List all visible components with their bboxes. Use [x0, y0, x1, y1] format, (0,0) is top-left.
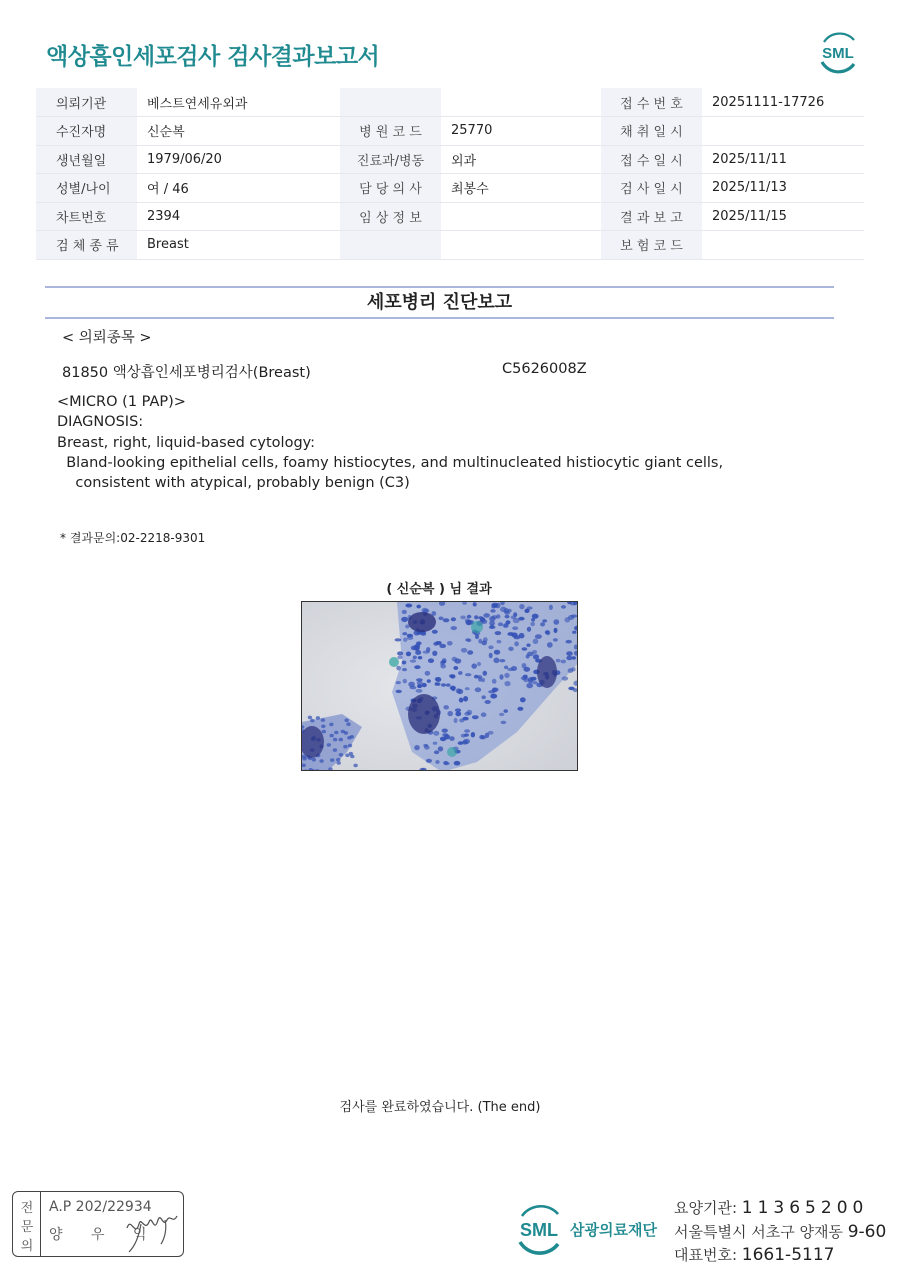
cell-nucleus	[449, 674, 455, 677]
cell-nucleus	[512, 626, 518, 630]
cell-nucleus	[565, 617, 571, 622]
cell-nucleus	[483, 613, 490, 618]
cell-nucleus	[451, 617, 456, 621]
cell-nucleus	[416, 678, 423, 681]
cell-nucleus	[571, 667, 576, 671]
cell-nucleus	[403, 679, 407, 684]
order-item: 81850 액상흡인세포병리검사(Breast)	[62, 365, 311, 381]
cell-nucleus	[477, 662, 481, 666]
cell-nucleus	[526, 644, 530, 647]
cell-nucleus	[482, 620, 487, 624]
cell-nucleus	[520, 697, 526, 702]
cell-nucleus	[330, 758, 334, 762]
cell-nucleus	[485, 700, 491, 704]
info-value: 2394	[137, 202, 340, 231]
cell-nucleus	[454, 718, 458, 723]
cell-nucleus	[464, 729, 470, 733]
cell-nucleus	[499, 713, 504, 716]
cell-nucleus	[519, 604, 524, 609]
cell-nucleus	[495, 603, 500, 609]
cell-nucleus	[489, 621, 495, 626]
cell-nucleus	[566, 651, 573, 656]
stamp-side-char: 의	[20, 1239, 34, 1254]
cell-nucleus	[321, 718, 325, 722]
info-value: 2025/11/13	[702, 174, 864, 203]
info-label: 접 수 일 시	[601, 145, 702, 174]
cell-nucleus	[523, 677, 529, 682]
cell-nucleus	[339, 738, 343, 742]
report-line-specimen: Breast, right, liquid-based cytology:	[57, 435, 316, 451]
cell-nucleus	[414, 665, 420, 669]
info-label: 생년월일	[36, 145, 137, 174]
cell-nucleus	[478, 639, 482, 644]
cell-nucleus	[459, 718, 464, 722]
report-line-micro: <MICRO (1 PAP)>	[57, 394, 186, 410]
stamp-side-char: 전	[20, 1201, 34, 1216]
info-value: 신순복	[137, 117, 340, 146]
cell-nucleus	[413, 656, 417, 660]
cell-nucleus	[441, 683, 446, 686]
cell-nucleus	[526, 654, 530, 658]
cell-nucleus	[443, 618, 450, 622]
image-caption: ( 신순복 ) 님 결과	[386, 582, 492, 597]
cell-nucleus	[402, 661, 407, 665]
cell-nucleus	[440, 664, 446, 669]
cell-nucleus	[435, 760, 439, 764]
info-value: 25770	[441, 117, 601, 146]
cell-nucleus	[508, 647, 513, 651]
ap-number: A.P 202/22934	[49, 1199, 152, 1215]
cell-nucleus	[526, 683, 533, 688]
specialist-stamp	[12, 1191, 184, 1257]
cell-nucleus	[465, 687, 470, 690]
cell-nucleus	[554, 628, 558, 633]
cell-nucleus	[426, 647, 430, 652]
address-label: 서울특별시 서초구 양재동	[674, 1223, 843, 1241]
order-code: C5626008Z	[502, 361, 587, 377]
cell-nucleus	[454, 658, 461, 663]
cell-nucleus	[321, 725, 325, 729]
cell-nucleus	[492, 688, 498, 693]
cell-nucleus	[451, 626, 457, 630]
sml-logo-text: SML	[822, 45, 854, 62]
cell-nucleus	[533, 654, 539, 659]
info-label: 담 당 의 사	[340, 174, 441, 203]
sml-footer-logo-text: SML	[520, 1220, 558, 1240]
section-bottom-rule	[45, 317, 834, 319]
cell-nucleus	[442, 729, 448, 733]
cell-nucleus	[344, 719, 348, 723]
cell-nucleus	[492, 615, 498, 619]
end-of-report: 검사를 완료하였습니다. (The end)	[339, 1100, 541, 1115]
cell-nucleus	[546, 630, 551, 635]
cell-nucleus	[406, 652, 411, 657]
cell-nucleus	[495, 631, 502, 635]
cell-nucleus	[348, 744, 352, 748]
cell-nucleus	[410, 659, 416, 662]
cell-nucleus	[415, 650, 421, 655]
cell-nucleus	[447, 711, 453, 716]
cell-nucleus	[542, 619, 547, 622]
cell-nucleus	[488, 645, 493, 649]
cell-nucleus	[460, 616, 466, 620]
cell-nucleus	[353, 764, 357, 768]
info-label: 병 원 코 드	[340, 117, 441, 146]
cell-nucleus	[458, 741, 464, 745]
info-label: 검 사 일 시	[601, 174, 702, 203]
cell-nucleus	[435, 677, 439, 681]
info-value	[702, 231, 864, 260]
cell-nucleus	[322, 730, 326, 734]
info-value: 최봉수	[441, 174, 601, 203]
cell-nucleus	[438, 617, 443, 621]
cell-nucleus	[504, 666, 508, 670]
cell-nucleus	[481, 712, 487, 717]
info-value: 여 / 46	[137, 174, 340, 203]
cell-nucleus	[517, 707, 523, 711]
info-label: 의뢰기관	[36, 88, 137, 117]
address-number: 9-60	[847, 1222, 887, 1242]
cell-nucleus	[302, 757, 306, 761]
cell-nucleus	[466, 620, 472, 625]
phone-number: 1661-5117	[741, 1245, 835, 1265]
cell-nucleus	[451, 687, 455, 692]
cell-nucleus	[504, 709, 508, 713]
cell-nucleus	[328, 767, 332, 771]
cell-nucleus	[471, 663, 477, 668]
cell-nucleus	[498, 622, 503, 626]
cell-nucleus	[308, 716, 312, 720]
cell-nucleus	[455, 708, 461, 712]
cell-nucleus	[490, 694, 497, 699]
report-line-findings: Bland-looking epithelial cells, foamy histiocytes, and multinucleated histiocytic giant cells,	[57, 455, 724, 471]
cell-nucleus	[414, 644, 420, 648]
cell-nucleus	[416, 689, 423, 693]
info-row	[36, 145, 864, 174]
cell-nucleus	[329, 723, 333, 727]
sml-logo-icon	[814, 28, 862, 76]
cell-nucleus	[350, 755, 354, 759]
info-label: 검 체 종 류	[36, 231, 137, 260]
cell-nucleus	[549, 605, 553, 610]
info-label: 진료과/병동	[340, 145, 441, 174]
cell-nucleus	[532, 650, 537, 654]
cell-nucleus	[425, 671, 431, 676]
cell-nucleus	[417, 685, 422, 689]
cell-nucleus	[473, 602, 477, 606]
cell-nucleus	[441, 660, 446, 664]
cell-nucleus	[479, 735, 484, 739]
cell-nucleus	[511, 616, 516, 620]
cell-nucleus	[505, 615, 510, 619]
cell-nucleus	[492, 679, 497, 684]
cell-nucleus	[471, 732, 475, 737]
report-title: 액상흡인세포검사 검사결과보고서	[46, 44, 380, 70]
phone-label: 대표번호	[674, 1246, 732, 1264]
cell-nucleus	[439, 644, 446, 648]
info-value: 20251111-17726	[702, 88, 864, 117]
info-label: 차트번호	[36, 202, 137, 231]
cell-nucleus	[574, 645, 578, 650]
cell-nucleus	[568, 687, 574, 691]
cell-nucleus	[443, 761, 448, 765]
cell-nucleus	[414, 745, 420, 750]
cell-nucleus	[466, 639, 471, 643]
cell-nucleus	[403, 638, 407, 642]
cell-nucleus	[482, 695, 486, 699]
cell-nucleus	[466, 710, 472, 715]
cell-nucleus	[402, 632, 407, 635]
info-label: 성별/나이	[36, 174, 137, 203]
cell-nucleus	[401, 617, 408, 622]
cell-nucleus	[434, 750, 439, 754]
info-label: 접 수 번 호	[601, 88, 702, 117]
cell-nucleus	[553, 619, 559, 625]
info-row	[36, 88, 864, 117]
doctor-name: 양 우 익	[49, 1227, 159, 1243]
report-line-diagnosis: DIAGNOSIS:	[57, 414, 144, 430]
cell-nucleus	[454, 761, 461, 766]
cell-nucleus	[347, 736, 351, 740]
cell-nucleus	[396, 690, 402, 693]
cell-nucleus	[483, 637, 488, 642]
footer-line-institution: 요양기관: 11365200	[674, 1198, 869, 1218]
info-value	[702, 117, 864, 146]
cell-nucleus	[485, 733, 489, 738]
info-value	[441, 88, 601, 117]
cell-nucleus	[428, 658, 434, 663]
cell-nucleus	[312, 758, 316, 762]
cell-nucleus	[478, 677, 482, 681]
cell-nucleus	[418, 656, 423, 659]
cell-nucleus	[443, 705, 449, 709]
cell-nucleus	[493, 658, 499, 664]
cell-nucleus	[467, 615, 472, 619]
cell-nucleus	[503, 624, 509, 628]
cell-nucleus	[504, 681, 510, 686]
cell-nucleus	[396, 681, 401, 684]
cell-nucleus	[499, 674, 503, 680]
cell-nucleus	[507, 632, 514, 636]
cell-nucleus	[402, 668, 407, 671]
cell-nucleus	[424, 745, 430, 749]
cell-nucleus	[343, 745, 347, 749]
cell-nucleus	[547, 642, 553, 648]
cell-nucleus	[490, 609, 495, 613]
cell-nucleus	[435, 682, 439, 686]
cell-nucleus	[561, 605, 566, 609]
cell-nucleus	[310, 719, 314, 723]
info-value: Breast	[137, 231, 340, 260]
institution-number: 11365200	[741, 1198, 869, 1218]
cell-nucleus	[556, 659, 561, 663]
cell-nucleus	[417, 632, 423, 635]
cell-nucleus	[514, 641, 519, 646]
report-line-conclusion: consistent with atypical, probably benign (C3)	[57, 475, 410, 491]
cell-nucleus	[427, 679, 431, 683]
cell-nucleus	[464, 733, 469, 736]
cell-nucleus	[444, 734, 450, 739]
info-value: 외과	[441, 145, 601, 174]
info-label: 임 상 정 보	[340, 202, 441, 231]
cell-nucleus	[483, 671, 488, 676]
cell-nucleus	[508, 609, 512, 613]
info-row	[36, 202, 864, 231]
info-value: 1979/06/20	[137, 145, 340, 174]
cell-nucleus	[426, 759, 432, 763]
info-label	[340, 231, 441, 260]
cell-nucleus	[405, 604, 412, 608]
info-value: 2025/11/15	[702, 202, 864, 231]
cell-nucleus	[395, 638, 402, 641]
stamp-side-label	[13, 1192, 41, 1256]
cell-nucleus	[449, 736, 454, 741]
cell-nucleus	[336, 758, 340, 762]
cell-nucleus	[572, 656, 576, 659]
cell-nucleus	[333, 748, 337, 752]
cell-nucleus	[489, 653, 493, 659]
cell-nucleus	[530, 622, 535, 627]
info-row	[36, 117, 864, 146]
footer-line-address	[674, 1221, 886, 1242]
cell-nucleus	[501, 721, 507, 724]
info-row	[36, 174, 864, 203]
info-value: 2025/11/11	[702, 145, 864, 174]
cell-nucleus	[531, 618, 535, 622]
info-label: 채 취 일 시	[601, 117, 702, 146]
cell-nucleus	[410, 686, 417, 690]
info-label: 결 과 보 고	[601, 202, 702, 231]
stamp-side-char: 문	[20, 1220, 34, 1235]
org-name: 삼광의료재단	[570, 1221, 657, 1239]
cell-nucleus	[533, 639, 539, 645]
cell-nucleus	[397, 651, 403, 655]
cell-nucleus	[535, 634, 542, 639]
cell-nucleus	[458, 671, 462, 675]
cell-nucleus	[337, 761, 341, 765]
cell-nucleus	[397, 656, 402, 660]
cell-nucleus	[463, 696, 468, 702]
cell-nucleus	[346, 722, 350, 726]
cell-nucleus	[453, 666, 458, 670]
cell-nucleus	[474, 615, 478, 619]
info-value	[441, 202, 601, 231]
cell-nucleus	[447, 641, 453, 646]
cell-nucleus	[500, 659, 506, 662]
cell-nucleus	[432, 651, 437, 656]
cell-nucleus	[553, 638, 558, 642]
info-value: 베스트연세유외과	[137, 88, 340, 117]
cell-nucleus	[572, 631, 576, 634]
cell-nucleus	[433, 742, 438, 745]
cell-nucleus	[527, 627, 531, 632]
cell-nucleus	[496, 640, 501, 644]
cell-nucleus	[316, 716, 320, 720]
cell-nucleus	[489, 626, 496, 629]
cell-nucleus	[461, 648, 467, 653]
info-label: 수진자명	[36, 117, 137, 146]
cell-nucleus	[463, 739, 470, 744]
cell-nucleus	[561, 660, 567, 664]
cell-nucleus	[333, 738, 337, 742]
cell-nucleus	[319, 759, 323, 763]
cell-nucleus	[519, 633, 525, 639]
info-row	[36, 231, 864, 260]
cell-nucleus	[566, 640, 572, 644]
cell-nucleus	[327, 743, 331, 747]
cell-nucleus	[432, 630, 438, 634]
cell-nucleus	[472, 715, 479, 719]
cell-nucleus	[504, 673, 509, 678]
institution-label: 요양기관	[674, 1199, 732, 1217]
cell-nucleus	[491, 604, 495, 609]
cell-nucleus	[455, 711, 461, 716]
cell-nucleus	[407, 634, 413, 638]
cell-nucleus	[339, 753, 343, 757]
cell-nucleus	[522, 663, 527, 668]
info-value	[441, 231, 601, 260]
cell-nucleus	[423, 609, 430, 613]
sml-footer-logo-icon	[510, 1200, 568, 1258]
cell-nucleus	[416, 605, 421, 609]
cell-nucleus	[507, 668, 514, 671]
cell-nucleus	[457, 689, 463, 694]
cell-nucleus	[446, 683, 451, 686]
cell-nucleus	[396, 666, 401, 671]
cell-nucleus	[433, 731, 439, 736]
cytology-image	[301, 601, 578, 771]
section-title: 세포병리 진단보고	[366, 292, 513, 313]
cell-nucleus	[467, 650, 473, 655]
patient-info-table	[36, 88, 864, 260]
info-label	[340, 88, 441, 117]
cell-nucleus	[540, 622, 545, 626]
cell-nucleus	[566, 656, 572, 661]
order-heading: < 의뢰종목 >	[62, 330, 152, 346]
cell-nucleus	[459, 698, 464, 703]
cell-nucleus	[475, 687, 482, 692]
cell-nucleus	[527, 606, 533, 609]
cell-nucleus	[438, 746, 443, 751]
cell-nucleus	[522, 647, 528, 651]
cell-nucleus	[402, 610, 407, 614]
cell-nucleus	[330, 734, 334, 738]
cell-nucleus	[433, 642, 438, 646]
cell-nucleus	[334, 731, 338, 735]
cell-nucleus	[465, 673, 472, 676]
footer-line-phone: 대표번호: 1661-5117	[674, 1245, 835, 1265]
contact-line: * 결과문의:02-2218-9301	[60, 531, 206, 545]
cell-nucleus	[345, 754, 349, 758]
cell-nucleus	[341, 730, 345, 734]
cell-nucleus	[562, 676, 569, 680]
info-label: 보 험 코 드	[601, 231, 702, 260]
cell-nucleus	[494, 650, 500, 655]
signature-icon	[121, 1198, 183, 1254]
